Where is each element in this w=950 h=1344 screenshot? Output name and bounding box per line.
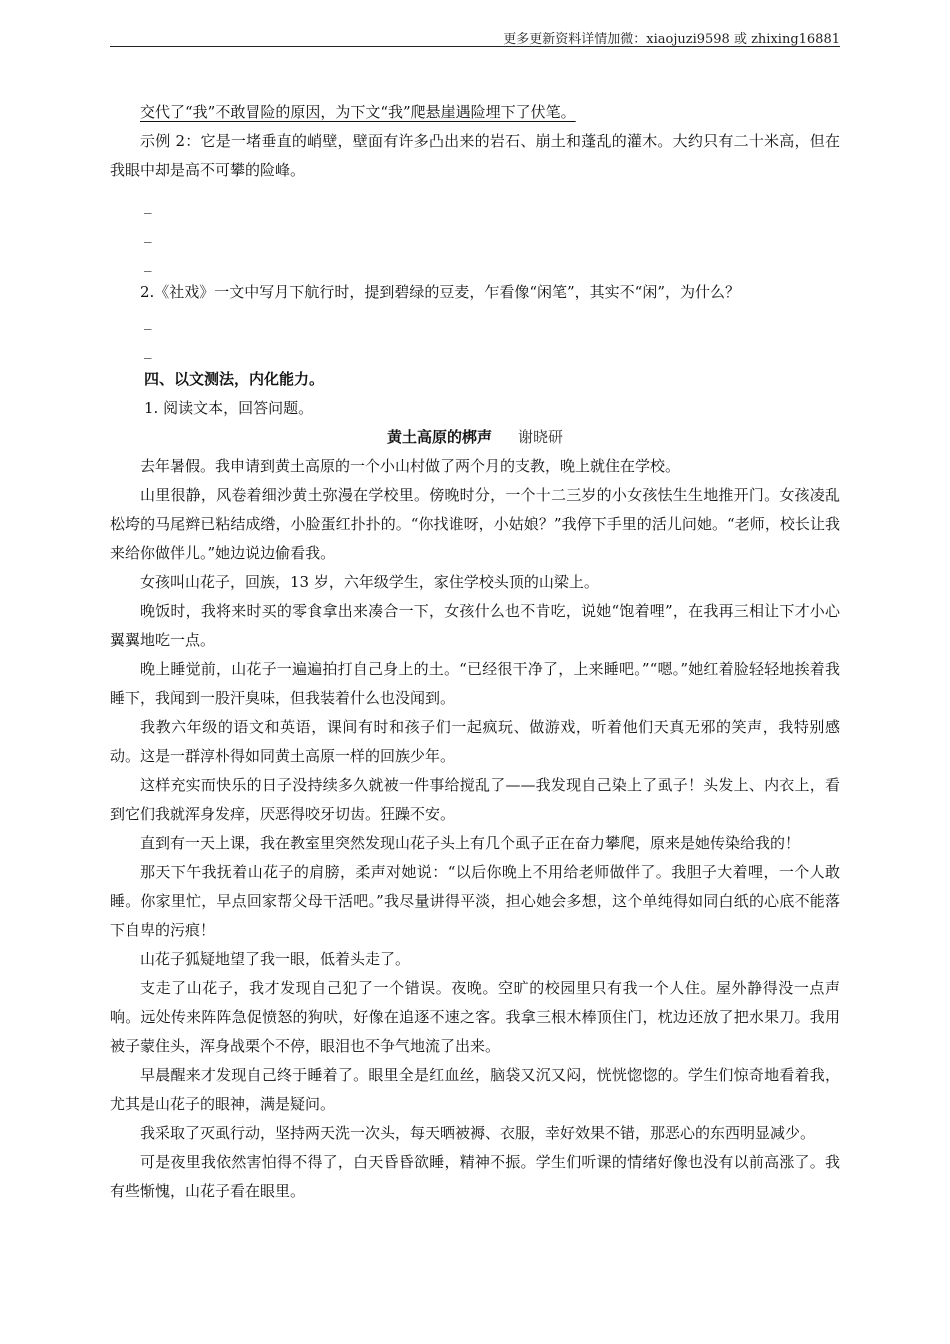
- question-2: 2.《社戏》一文中写月下航行时，提到碧绿的豆麦，乍看像“闲笔”，其实不“闲”，为什么？: [140, 283, 740, 301]
- article-paragraph: 可是夜里我依然害怕得不得了，白天昏昏欲睡，精神不振。学生们听课的情绪好像也没有以前高涨了。我有些惭愧，山花子看在眼里。: [110, 1153, 840, 1200]
- section-4-heading: 四、以文测法，内化能力。: [144, 370, 325, 388]
- answer-line: 交代了“我”不敢冒险的原因，为下文“我”爬悬崖遇险埋下了伏笔。: [140, 103, 576, 121]
- example-2-text: 示例 2：它是一堵垂直的峭壁，壁面有许多凸出来的岩石、崩土和蓬乱的灌木。大约只有二十米高，但在我眼中却是高不可攀的险峰。: [110, 132, 840, 179]
- article-author: 谢晓研: [518, 428, 564, 446]
- article-body: [110, 452, 840, 1206]
- article-paragraph: 那天下午我抚着山花子的肩膀，柔声对她说：“以后你晚上不用给老师做伴了。我胆子大着哩，一个人敢睡。你家里忙，早点回家帮父母干活吧。”我尽量讲得平淡，担心她会多想，这个单纯得如同白纸的心底不能落下自卑的污痕！: [110, 863, 840, 939]
- article-paragraph: 支走了山花子，我才发现自己犯了一个错误。夜晚。空旷的校园里只有我一个人住。屋外静得没一点声响。远处传来阵阵急促愤怒的狗吠，好像在追逐不速之客。我拿三根木棒顶住门，枕边还放了把水果刀。我用被子蒙住头，浑身战栗个不停，眼泪也不争气地流了出来。: [110, 979, 840, 1055]
- article-paragraph: 我采取了灭虱行动，坚持两天洗一次头，每天晒被褥、衣服，幸好效果不错，那恶心的东西明显减少。: [140, 1124, 816, 1142]
- article-paragraph: 山里很静，风卷着细沙黄土弥漫在学校里。傍晚时分，一个十二三岁的小女孩怯生生地推开门。女孩凌乱松垮的马尾辫已粘结成绺，小脸蛋红扑扑的。“你找谁呀，小姑娘？”我停下手里的活儿问她。“老师，校长让我来给你做伴儿。”她边说边偷看我。: [110, 486, 840, 562]
- article-title-line: [110, 423, 840, 452]
- article-title: 黄土高原的梆声: [386, 428, 492, 446]
- document-body: [110, 98, 840, 1206]
- article-paragraph: 早晨醒来才发现自己终于睡着了。眼里全是红血丝，脑袋又沉又闷，恍恍惚惚的。学生们惊奇地看着我，尤其是山花子的眼神，满是疑问。: [110, 1066, 840, 1113]
- answer-blank-2: _: [144, 225, 152, 243]
- answer-blank-5: _: [144, 341, 152, 359]
- answer-blank-1: _: [144, 196, 152, 214]
- article-paragraph: 这样充实而快乐的日子没持续多久就被一件事给搅乱了——我发现自己染上了虱子！头发上、内衣上，看到它们我就浑身发痒，厌恶得咬牙切齿。狂躁不安。: [110, 776, 840, 823]
- article-paragraph: 晚上睡觉前，山花子一遍遍拍打自己身上的土。“已经很干净了，上来睡吧。”“嗯。”她红着脸轻轻地挨着我睡下，我闻到一股汗臭味，但我装着什么也没闻到。: [110, 660, 840, 707]
- article-paragraph: 女孩叫山花子，回族，13 岁，六年级学生，家住学校头顶的山梁上。: [140, 573, 599, 591]
- article-paragraph: 山花子狐疑地望了我一眼，低着头走了。: [140, 950, 411, 968]
- article-paragraph: 直到有一天上课，我在教室里突然发现山花子头上有几个虱子正在奋力攀爬，原来是她传染给我的！: [140, 834, 801, 852]
- article-paragraph: 我教六年级的语文和英语，课间有时和孩子们一起疯玩、做游戏，听着他们天真无邪的笑声，我特别感动。这是一群淳朴得如同黄土高原一样的回族少年。: [110, 718, 840, 765]
- answer-blank-4: _: [144, 312, 152, 330]
- header-divider: [110, 46, 840, 47]
- answer-blank-3: _: [144, 254, 152, 272]
- reading-task: 1. 阅读文本，回答问题。: [144, 399, 314, 417]
- page-header-text: 更多更新资料详情加微：xiaojuzi9598 或 zhixing16881: [503, 32, 840, 47]
- article-paragraph: 去年暑假。我申请到黄土高原的一个小山村做了两个月的支教，晚上就住在学校。: [140, 457, 681, 475]
- article-paragraph: 晚饭时，我将来时买的零食拿出来凑合一下，女孩什么也不肯吃，说她“饱着哩”，在我再三相让下才小心翼翼地吃一点。: [110, 602, 840, 649]
